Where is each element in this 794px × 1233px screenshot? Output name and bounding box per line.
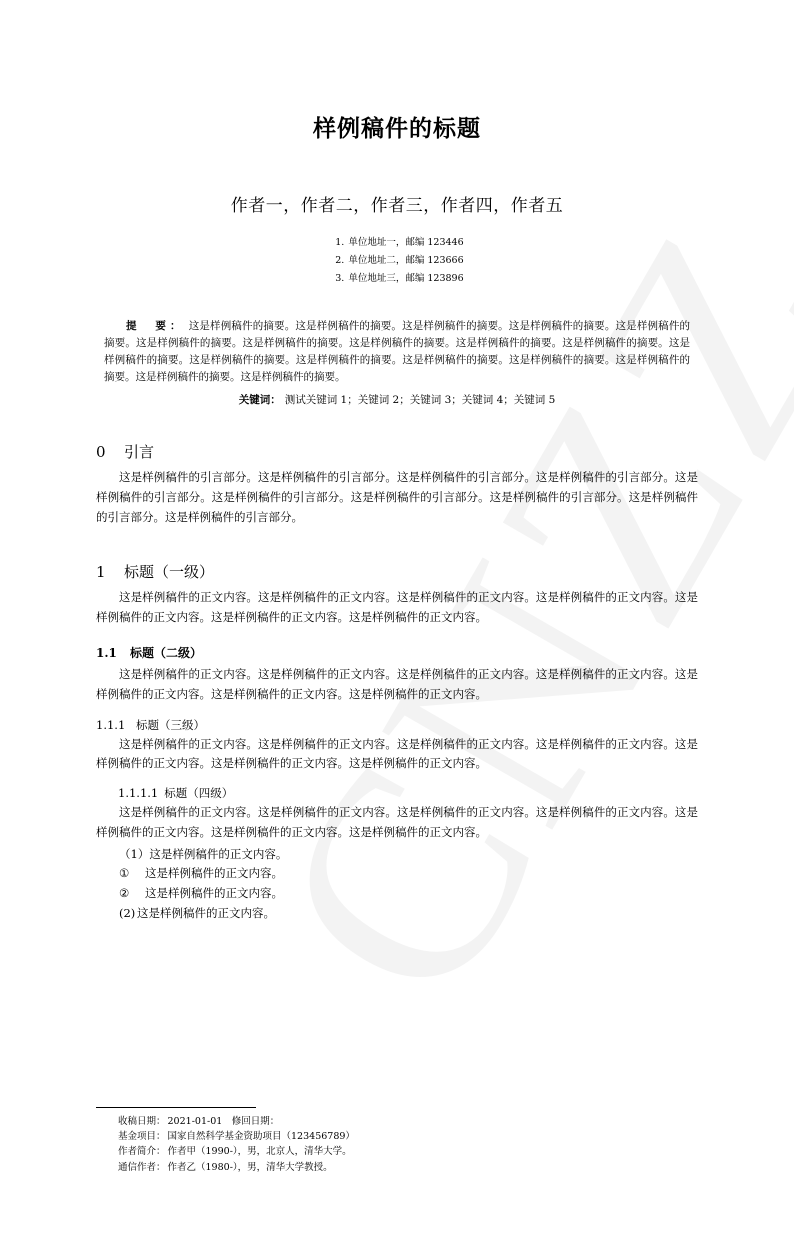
page-title: 样例稿件的标题 [313, 115, 481, 142]
section-title: 引言 [124, 443, 155, 462]
affiliation-number: 2. [335, 255, 345, 267]
affiliation-number: 1. [335, 237, 345, 248]
footnote-item [96, 1144, 698, 1159]
section-number: 1 [96, 563, 106, 582]
subsubsubsection-heading [96, 785, 698, 801]
list-item-text: 这是样例稿件的正文内容。 [145, 866, 283, 881]
footnote-divider [96, 1107, 256, 1108]
footnote-area [96, 1107, 698, 1176]
keywords-label: 关键词： [238, 394, 281, 407]
footnote-text: 2021-01-01 修回日期： [167, 1115, 280, 1127]
subsubsection-body: 这是样例稿件的正文内容。这是样例稿件的正文内容。这是样例稿件的正文内容。这是样例稿件的正文内容。这是样例稿件的正文内容。这是样例稿件的正文内容。这是样例稿件的正文内容。 [96, 736, 698, 771]
list-item [96, 845, 698, 865]
abstract [96, 318, 698, 386]
numbered-list [96, 845, 698, 924]
footnote-label: 通信作者： [118, 1161, 166, 1173]
list-item-marker: （1） [119, 846, 150, 861]
section-number: 0 [96, 443, 106, 462]
subsection-heading [96, 644, 698, 661]
subsubsubsection-number: 1.1.1.1 [118, 786, 159, 801]
footnote-item [96, 1129, 698, 1144]
footnote-label: 收稿日期： [118, 1115, 166, 1127]
abstract-label: 提 要： [126, 320, 185, 333]
section-heading-1 [96, 561, 698, 582]
subsubsection-title: 标题（三级） [136, 717, 205, 732]
footnote-text: 作者甲（1990-），男，北京人，清华大学。 [167, 1146, 352, 1158]
document-page [0, 110, 794, 1233]
subsubsubsection-body: 这是样例稿件的正文内容。这是样例稿件的正文内容。这是样例稿件的正文内容。这是样例稿件的正文内容。这是样例稿件的正文内容。这是样例稿件的正文内容。这是样例稿件的正文内容。 [96, 805, 698, 839]
affiliation-item [96, 270, 698, 288]
affiliation-text: 单位地址二，邮编 123666 [348, 255, 464, 267]
subsubsection-heading [96, 717, 698, 733]
subsection-title: 标题（二级） [130, 645, 203, 660]
list-item [96, 884, 698, 904]
section-heading-0 [96, 441, 698, 462]
footnote-item [96, 1114, 698, 1129]
subsubsubsection-title: 标题（四级） [164, 786, 234, 801]
footnote-text: 作者乙（1980-），男，清华大学教授。 [167, 1161, 333, 1173]
keywords-text: 测试关键词 1；关键词 2；关键词 3；关键词 4；关键词 5 [284, 394, 556, 407]
author-list: 作者一，作者二，作者三，作者四，作者五 [230, 196, 564, 216]
section-body-1: 这是样例稿件的正文内容。这是样例稿件的正文内容。这是样例稿件的正文内容。这是样例稿件的正文内容。这是样例稿件的正文内容。这是样例稿件的正文内容。这是样例稿件的正文内容。 [96, 590, 698, 625]
list-item [96, 864, 698, 884]
affiliation-item [96, 252, 698, 270]
affiliation-item [96, 234, 698, 252]
list-item-text: 这是样例稿件的正文内容。 [145, 886, 283, 901]
list-item-marker: ① [119, 866, 130, 881]
footnote-item [96, 1160, 698, 1175]
affiliation-text: 单位地址一，邮编 123446 [348, 237, 464, 248]
subsection-number: 1.1 [96, 645, 117, 660]
section-body-0: 这是样例稿件的引言部分。这是样例稿件的引言部分。这是样例稿件的引言部分。这是样例稿件的引言部分。这是样例稿件的引言部分。这是样例稿件的引言部分。这是样例稿件的引言部分。这是样例稿件的引言部分。这是样例稿件的引言部分。这是样例稿件的引言部分。 [96, 470, 698, 524]
affiliation-text: 单位地址三，邮编 123896 [348, 273, 464, 285]
list-item-text: 这是样例稿件的正文内容。 [149, 846, 288, 861]
section-title: 标题（一级） [124, 563, 215, 582]
footnote-label: 基金项目： [118, 1130, 166, 1142]
footnote-text: 国家自然科学基金资助项目（123456789） [167, 1130, 355, 1142]
affiliation-number: 3. [335, 273, 345, 285]
list-item-text: 这是样例稿件的正文内容。 [137, 905, 275, 920]
list-item-marker: (2) [119, 905, 136, 920]
keywords [96, 392, 698, 407]
footnote-label: 作者简介： [118, 1146, 166, 1158]
list-item-marker: ② [119, 886, 130, 901]
abstract-text: 这是样例稿件的摘要。这是样例稿件的摘要。这是样例稿件的摘要。这是样例稿件的摘要。这是样例稿件的摘要。这是样例稿件的摘要。这是样例稿件的摘要。这是样例稿件的摘要。这是样例稿件的摘要。这是样例稿件的摘要。这是样例稿件的摘要。这是样例稿件的摘要。这是样例稿件的摘要。这是样例稿件的摘要。这是样例稿件的摘要。这是样例稿件的摘要。这是样例稿件的摘要。这是样例稿件的摘要。 [104, 320, 691, 384]
subsection-body: 这是样例稿件的正文内容。这是样例稿件的正文内容。这是样例稿件的正文内容。这是样例稿件的正文内容。这是样例稿件的正文内容。这是样例稿件的正文内容。这是样例稿件的正文内容。 [96, 666, 698, 701]
subsubsection-number: 1.1.1 [96, 717, 126, 732]
list-item [96, 904, 698, 924]
affiliation-list [96, 234, 698, 288]
